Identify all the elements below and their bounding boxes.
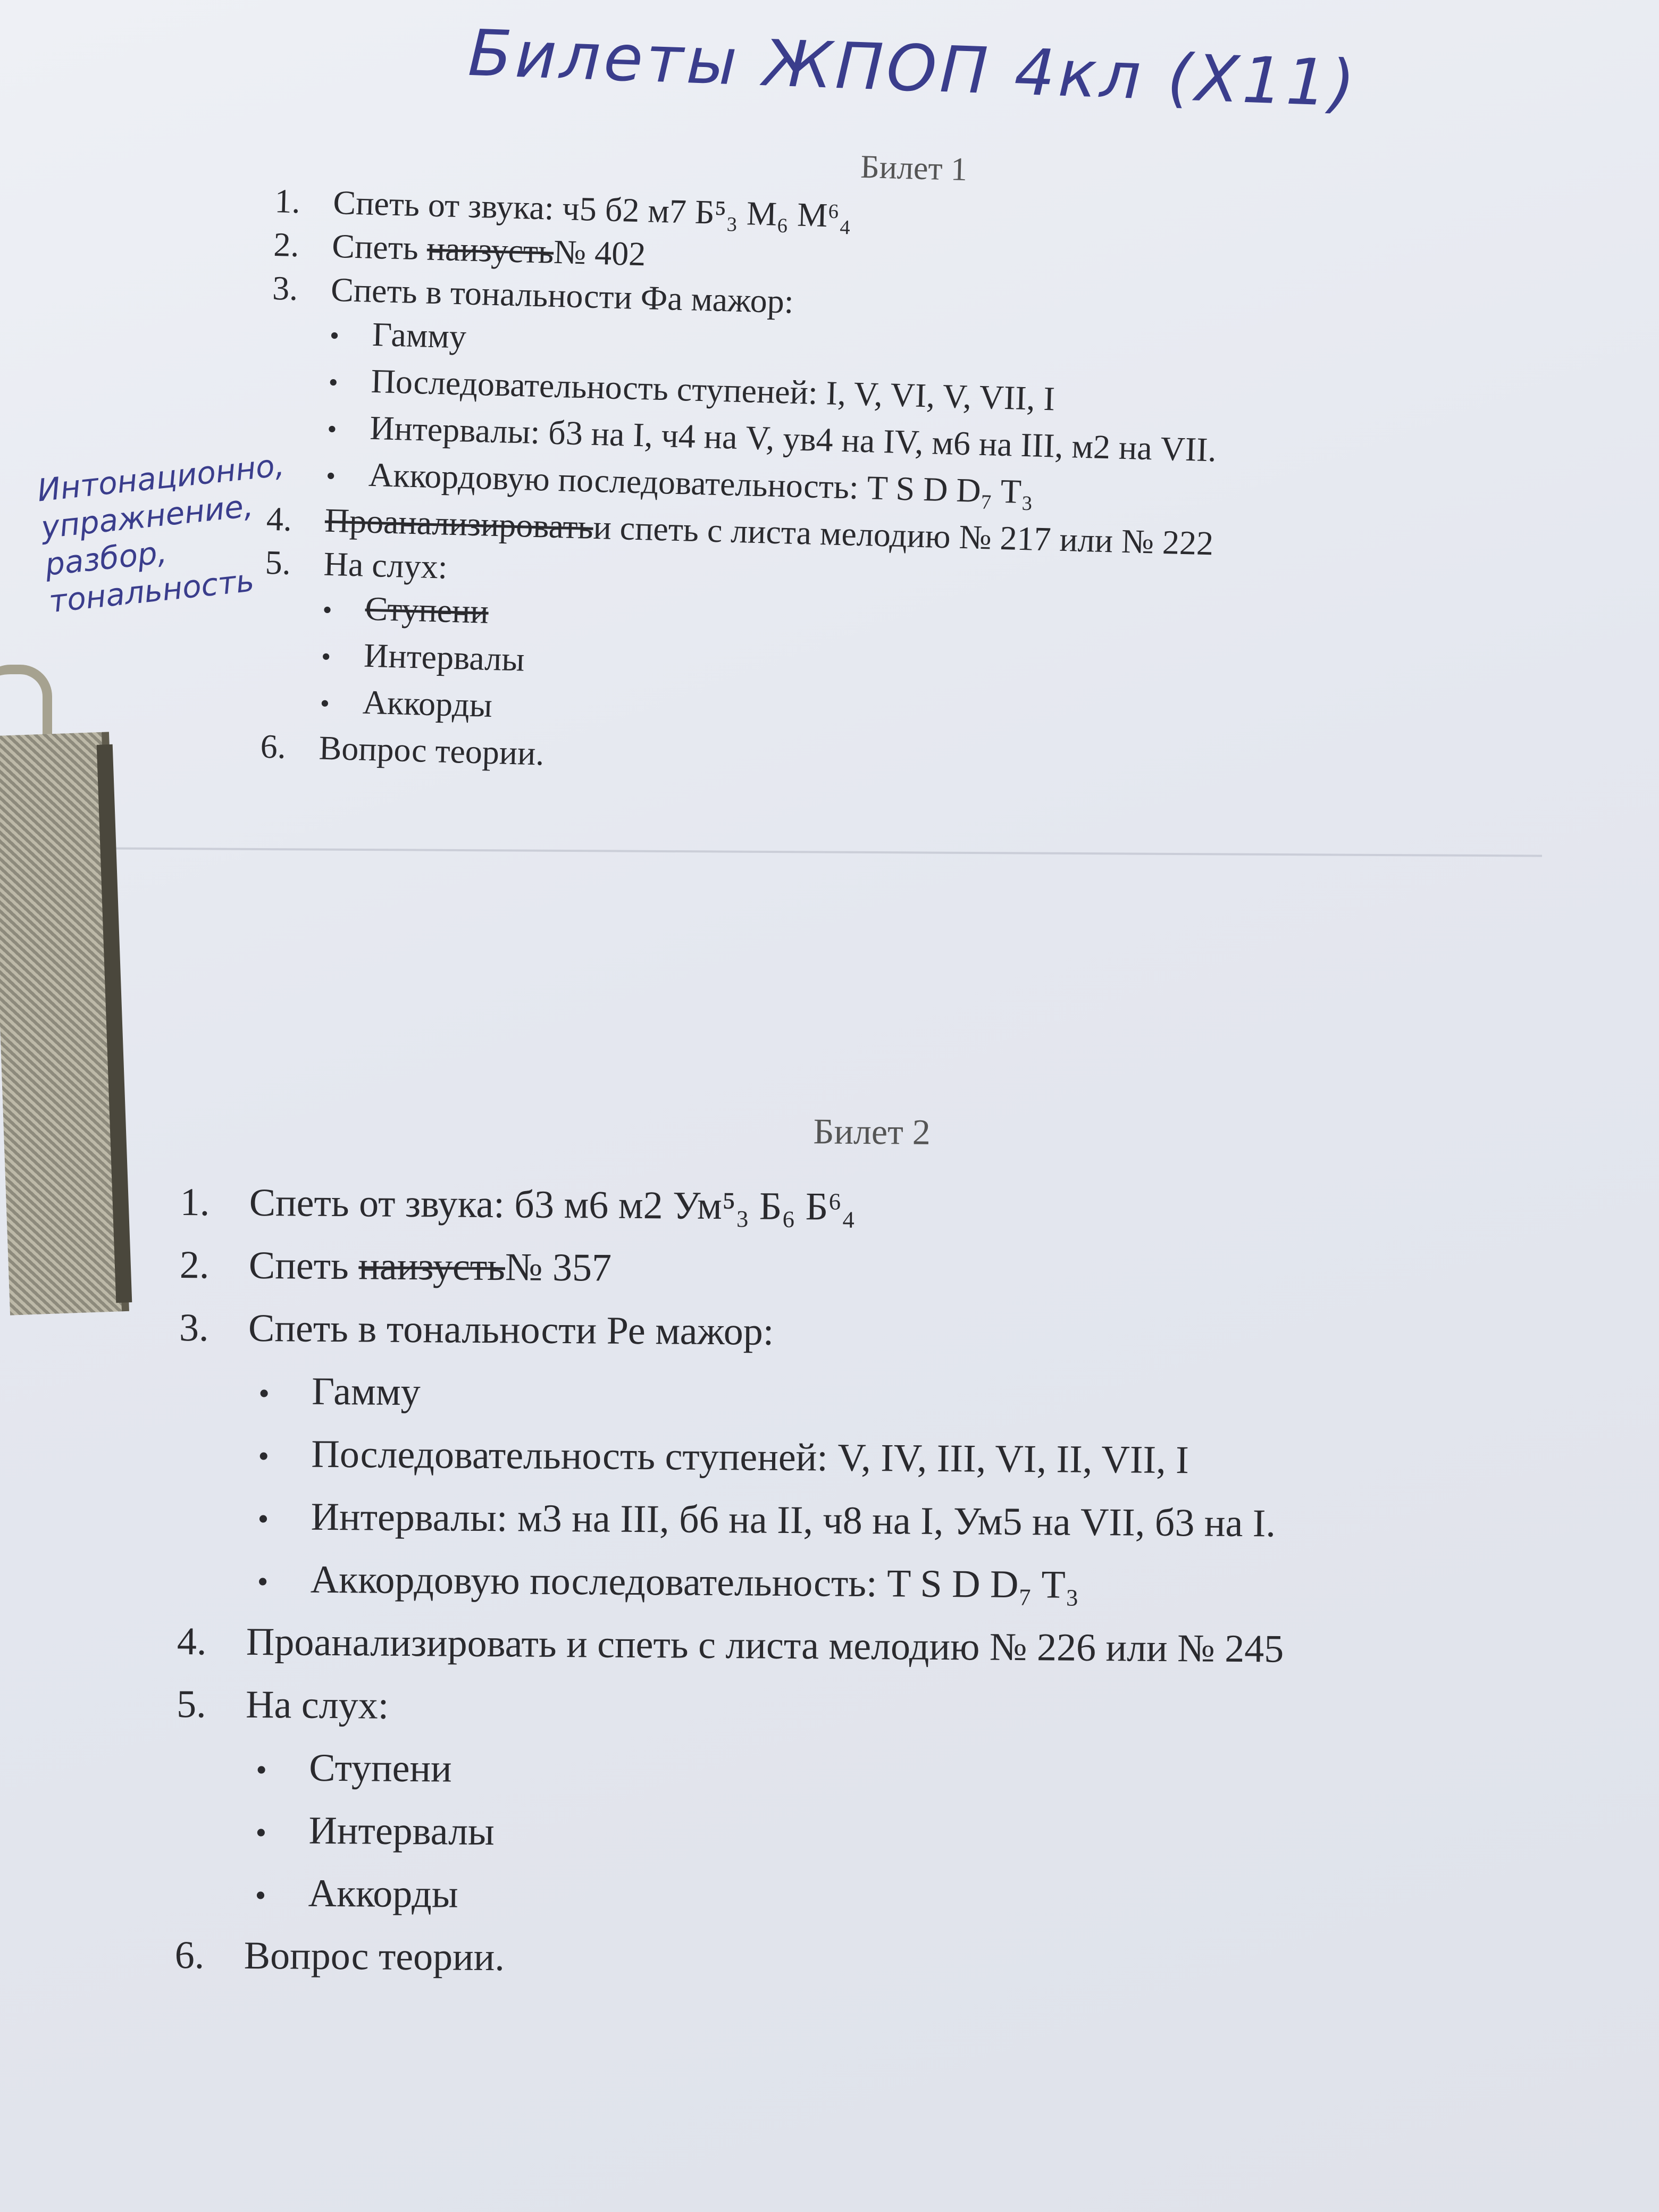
item-number: 2.: [179, 1243, 210, 1287]
item-text: Спеть в тональности Ре мажор:: [248, 1306, 774, 1354]
bullet-text: Аккорды: [308, 1871, 458, 1916]
handwritten-margin-note: Интонационно, упражнение, разбор, тональность: [35, 447, 286, 620]
bullet-text: Аккордовую последовательность: T S D D₇ T₃: [310, 1557, 1079, 1607]
ticket-1: [260, 133, 1446, 801]
bullet-dot: •: [257, 1564, 269, 1599]
item-text: и спеть с листа мелодию № 217 или № 222: [592, 508, 1214, 563]
ticket-2-item-2: [179, 1243, 1403, 1314]
bullet-text: Ступени: [309, 1746, 453, 1791]
bullet-text: Интервалы: [308, 1808, 495, 1854]
item-number: 3.: [179, 1305, 209, 1350]
item-number: 4.: [266, 499, 292, 538]
bullet-dot: •: [258, 1438, 270, 1474]
struck-word: наизусть: [358, 1244, 506, 1289]
bullet-text: Интервалы: [363, 636, 525, 678]
ticket-2-bullet: [176, 1745, 1400, 1816]
ticket-2-bullet: [175, 1870, 1398, 1941]
bullet-text: Гамму: [372, 315, 467, 356]
item-text: Спеть от звука: б3 м6 м2 Ум⁵₃ Б₆ Б⁶₄: [249, 1180, 856, 1229]
item-number: 6.: [259, 727, 287, 766]
bullet-dot: •: [320, 688, 330, 719]
ticket-2-bullet: [178, 1494, 1401, 1565]
bullet-dot: •: [255, 1878, 266, 1913]
item-text: Спеть: [248, 1243, 349, 1288]
bullet-dot: •: [255, 1815, 267, 1850]
ticket-2-item-6: [174, 1933, 1398, 2004]
ticket-2-item-3: [179, 1305, 1403, 1377]
bullet-dot: •: [258, 1376, 270, 1411]
bullet-text: Гамму: [311, 1369, 421, 1414]
bullet-dot: •: [325, 460, 336, 492]
bullet-dot: •: [256, 1752, 267, 1788]
item-text: На слух:: [245, 1682, 389, 1728]
ticket-2-item-4: [177, 1619, 1400, 1690]
item-text: Спеть в тональности Фа мажор:: [330, 270, 794, 321]
ticket-2-bullet: [178, 1431, 1402, 1502]
item-text: Вопрос теории.: [318, 728, 545, 773]
struck-word: наизусть: [426, 229, 555, 271]
bullet-text: Последовательность ступеней: I, V, VI, V, VII, I: [370, 362, 1055, 418]
item-number: 2.: [273, 225, 300, 264]
item-text: На слух:: [323, 544, 448, 586]
ticket-2-item-5: [177, 1682, 1400, 1753]
item-text: № 357: [505, 1245, 612, 1290]
ticket-1-title: Билет 1: [860, 148, 968, 188]
item-number: 6.: [174, 1933, 205, 1978]
item-text: № 402: [553, 232, 647, 273]
bullet-dot: •: [328, 367, 339, 398]
ticket-2-bullet: [175, 1807, 1399, 1879]
item-number: 4.: [177, 1619, 207, 1664]
item-text: Спеть: [331, 227, 419, 267]
item-number: 1.: [180, 1180, 210, 1225]
bullet-text: Аккордовую последовательность: T S D D₇ T₃: [368, 455, 1034, 511]
bullet-text: Последовательность ступеней: V, IV, III, VI, II, VII, I: [311, 1432, 1189, 1482]
ticket-2: [174, 1106, 1404, 2004]
bullet-text: Интервалы: б3 на I, ч4 на V, ув4 на IV, м6 на III, м2 на VII.: [369, 408, 1217, 469]
item-number: 5.: [264, 543, 291, 582]
item-number: 1.: [274, 181, 301, 221]
bullet-text: Интервалы: м3 на III, б6 на II, ч8 на I, Ум5 на VII, б3 на I.: [311, 1495, 1276, 1546]
handwritten-title: Билеты ЖПОП 4кл (X11): [467, 16, 1360, 122]
struck-word: Проанализировать: [324, 501, 594, 546]
bullet-text: Ступени: [364, 589, 489, 631]
ticket-2-bullet: [177, 1556, 1401, 1628]
item-number: 5.: [176, 1682, 206, 1727]
item-number: 3.: [272, 269, 299, 308]
bullet-text: Аккорды: [362, 683, 493, 724]
ticket-2-item-1: [180, 1180, 1403, 1251]
bullet-dot: •: [326, 414, 338, 445]
item-text: Вопрос теории.: [244, 1933, 505, 1980]
bullet-dot: •: [329, 320, 340, 351]
bullet-dot: •: [257, 1501, 269, 1537]
ticket-2-bullet: [179, 1368, 1402, 1439]
ticket-2-title: Билет 2: [813, 1111, 931, 1152]
bullet-dot: •: [321, 641, 331, 673]
item-text: Спеть от звука: ч5 б2 м7 Б⁵₃ М₆ М⁶₄: [332, 183, 852, 235]
item-text: Проанализировать и спеть с листа мелодию № 226 или № 245: [246, 1620, 1284, 1671]
bullet-dot: •: [322, 594, 333, 626]
